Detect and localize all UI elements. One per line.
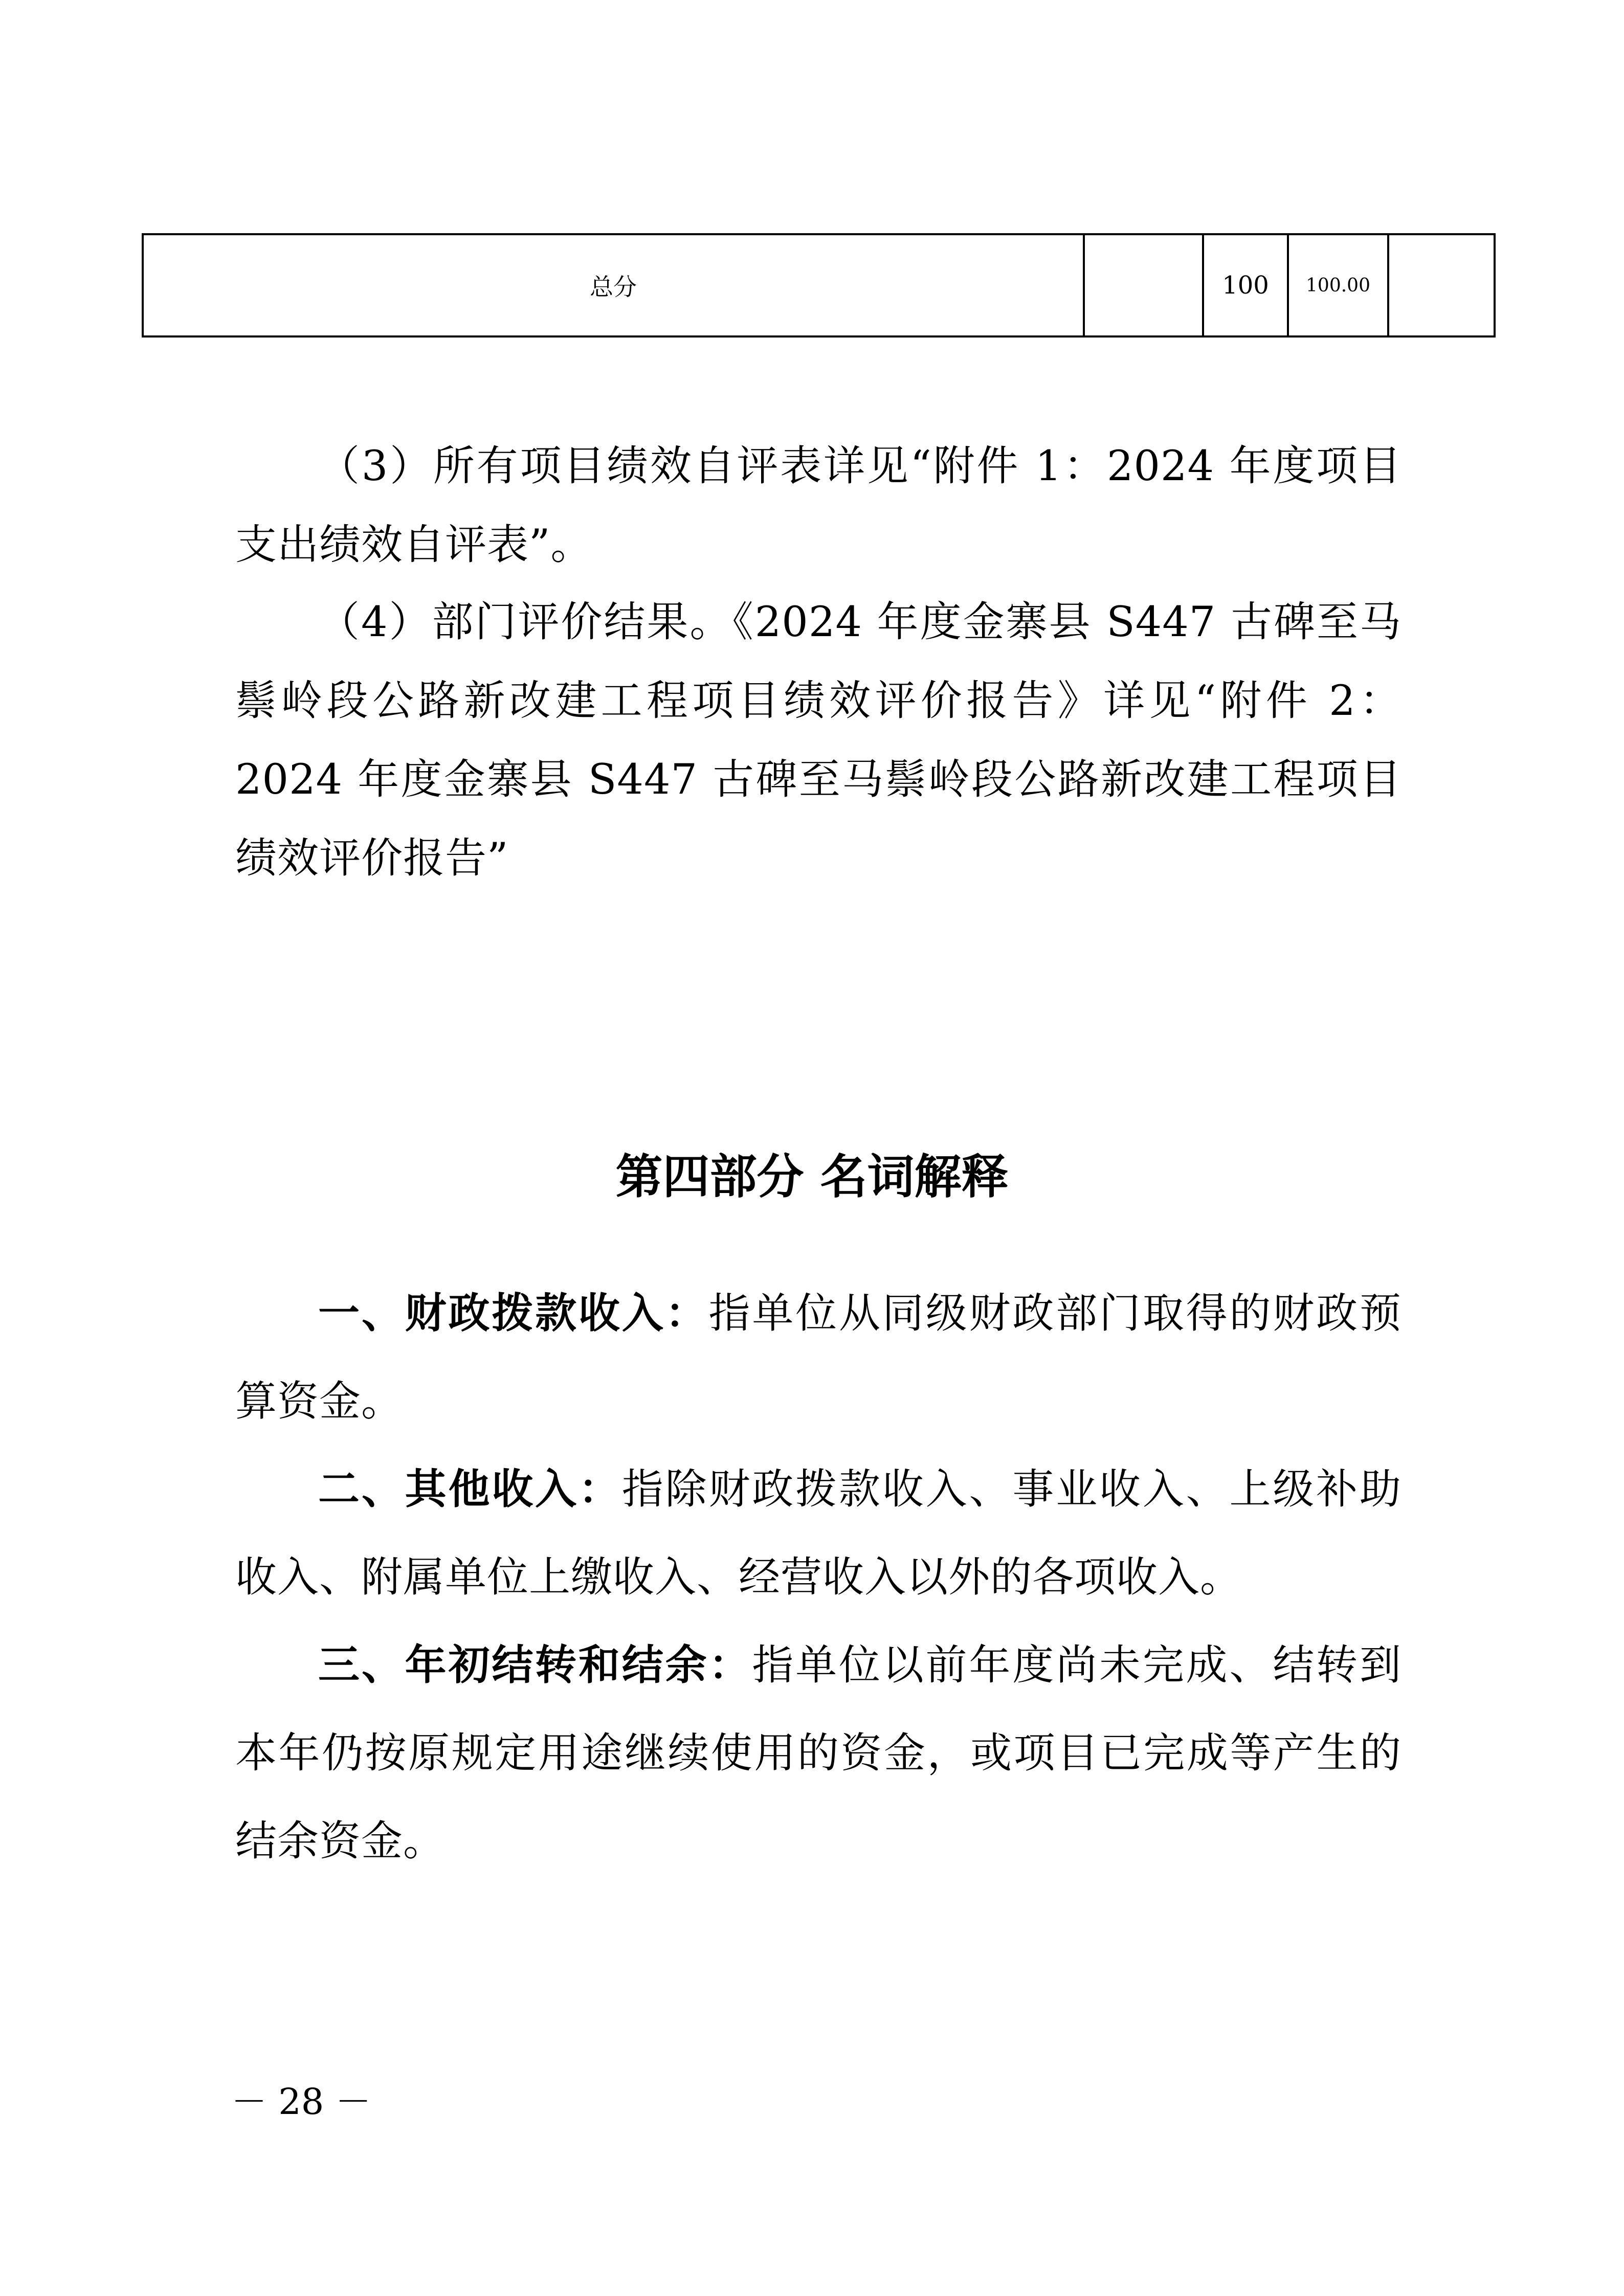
definition-carryover-balance [235, 1622, 1401, 1885]
definition-term: 三、年初结转和结余： [318, 1641, 752, 1690]
definition-text: 指单位以前年度尚未完成、结转到本年仍按原规定用途继续使用的资金，或项目已完成等产生的结余资金。 [235, 1641, 1401, 1865]
page-number: － 28 － [231, 2081, 371, 2123]
definition-text: 指除财政拨款收入、事业收入、上级补助收入、附属单位上缴收入、经营收入以外的各项收入。 [235, 1466, 1401, 1602]
score-value: 100.00 [1288, 234, 1388, 336]
definition-text: 指单位从同级财政部门取得的财政预算资金。 [235, 1290, 1401, 1426]
definition-other-income [235, 1446, 1401, 1622]
section-title: 第四部分 名词解释 [615, 1150, 1009, 1204]
definition-fiscal-appropriation [235, 1270, 1401, 1446]
score-summary-table [142, 233, 1496, 337]
table-row [143, 234, 1495, 336]
empty-cell [1388, 234, 1495, 336]
definition-term: 一、财政拨款收入： [318, 1290, 709, 1338]
empty-cell [1084, 234, 1203, 336]
paragraph-self-evaluation: （3）所有项目绩效自评表详见“附件 1：2024 年度项目支出绩效自评表”。 [235, 442, 1401, 569]
total-score-label: 总分 [143, 234, 1084, 336]
definition-term: 二、其他收入： [318, 1466, 622, 1514]
full-score-value: 100 [1203, 234, 1288, 336]
paragraph-department-evaluation: （4）部门评价结果。《2024 年度金寨县 S447 古碑至马鬃岭段公路新改建工程项目绩效评价报告》详见“附件 2：2024 年度金寨县 S447 古碑至马鬃岭段公路新改建工程项目绩效评价报告” [235, 598, 1401, 883]
